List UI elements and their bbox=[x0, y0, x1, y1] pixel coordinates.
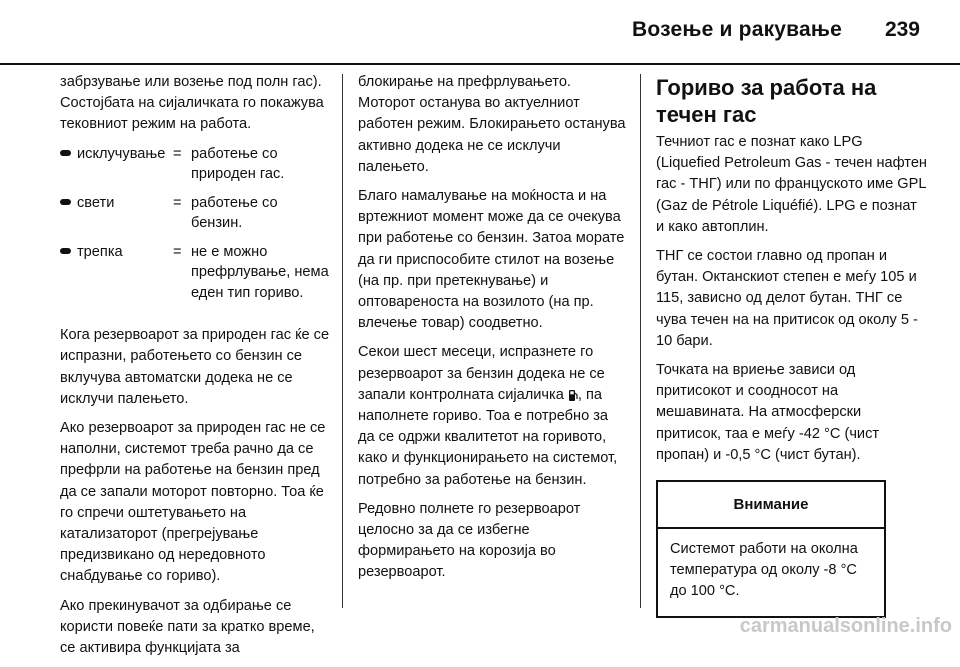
paragraph: Ако резервоарот за природен гас не се наполни, системот треба рачно да се префрли на работење на бензин пред да се запали моторот повторно. Тоа ќе го спречи оштетувањето на катализаторот (прегрејување предизвикано од нередовното снабдување со гориво). bbox=[60, 419, 326, 585]
paragraph: ТНГ се состои главно од пропан и бутан. Октанскиот степен е меѓу 105 и 115, зависно од делот бутан. ТНГ се чува течен на на притисок од околу 5 - 10 бари. bbox=[656, 248, 918, 349]
column-divider bbox=[640, 74, 641, 608]
paragraph: Течниот гас е познат како LPG (Liquefied Petroleum Gas - течен нафтен гас - ТНГ) или по францускoто име GPL (Gaz de Pétrole Liquéfié). LPG е познат и како автоплин. bbox=[656, 134, 927, 235]
notice-box bbox=[656, 480, 886, 618]
state-label: свети bbox=[77, 194, 115, 211]
paragraph: Точката на вриење зависи од притисокот и соодносот на мешавината. На атмосферски притисок, таа е меѓу -42 °C (чист пропан) и -0,5 °C (чист бутан). bbox=[656, 362, 880, 463]
equals-sign: = bbox=[173, 145, 182, 162]
equals-sign: = bbox=[173, 194, 182, 211]
column-divider bbox=[342, 74, 343, 608]
paragraph: Ако прекинувачот за одбирање се користи повеќе пати за кратко време, се активира функцијата за bbox=[60, 597, 315, 656]
column-middle bbox=[358, 72, 628, 592]
fuel-pump-icon bbox=[568, 388, 578, 401]
header-rule bbox=[0, 63, 960, 65]
paragraph: Благо намалување на моќноста и на вртежниот момент може да се очекува при работење со бензин. Затоа морате да ги приспособите стилот на возење (на пр. при претекнување) и оптовареноста на возилото (на пр. влечење товар) соодветно. bbox=[358, 188, 625, 332]
notice-body: Системот работи на околна температура од околу -8 °C до 100 °C. bbox=[670, 541, 858, 600]
section-heading: Гориво за работа на течен гас bbox=[656, 75, 877, 127]
notice-title: Внимание bbox=[658, 482, 884, 529]
state-label: трепка bbox=[77, 243, 123, 260]
watermark: carmanualsonline.info bbox=[739, 615, 952, 637]
table-row bbox=[60, 144, 331, 193]
paragraph-text: , па наполнете гориво. Тоа е потребно за да се одржи квалитетот на горивото, како и функционирањето на системот, потребно за работење на бензин. bbox=[358, 386, 618, 488]
state-result: работење со бензин. bbox=[191, 194, 278, 232]
paragraph: блокирање на префрлувањето. Моторот останува во актуелниот работен режим. Блокирањето останува активно додека не се исклучи палењето. bbox=[358, 74, 626, 175]
column-right bbox=[656, 72, 928, 618]
paragraph bbox=[358, 342, 628, 490]
paragraph: забрзување или возење под полн гас). Состојбата на сијаличката го покажува тековниот режим на работа. bbox=[60, 74, 324, 133]
state-result: не е можно префрлување, нема еден тип гориво. bbox=[191, 243, 329, 301]
table-row bbox=[60, 242, 331, 312]
indicator-dot-icon bbox=[60, 248, 71, 254]
indicator-dot-icon bbox=[60, 199, 71, 205]
page-title: Возење и ракување bbox=[632, 18, 842, 41]
page-number: 239 bbox=[884, 18, 920, 41]
paragraph: Редовно полнете го резервоарот целосно за да се избегне формирањето на корозија во резервоарот. bbox=[358, 500, 581, 581]
equals-sign: = bbox=[173, 243, 182, 260]
paragraph: Кога резервоарот за природен гас ќе се испразни, работењето со бензин се вклучува автоматски додека не се исклучи палењето. bbox=[60, 327, 330, 407]
column-left bbox=[60, 72, 332, 667]
paragraph-text: Секои шест месеци, испразнете го резервоарот за бензин додека не се запали контролната сијаличка bbox=[358, 344, 605, 403]
indicator-dot-icon bbox=[60, 150, 71, 156]
table-row bbox=[60, 193, 331, 242]
state-result: работење со природен гас. bbox=[191, 145, 285, 183]
indicator-status-table bbox=[60, 144, 331, 312]
state-label: исклучување bbox=[77, 145, 166, 162]
